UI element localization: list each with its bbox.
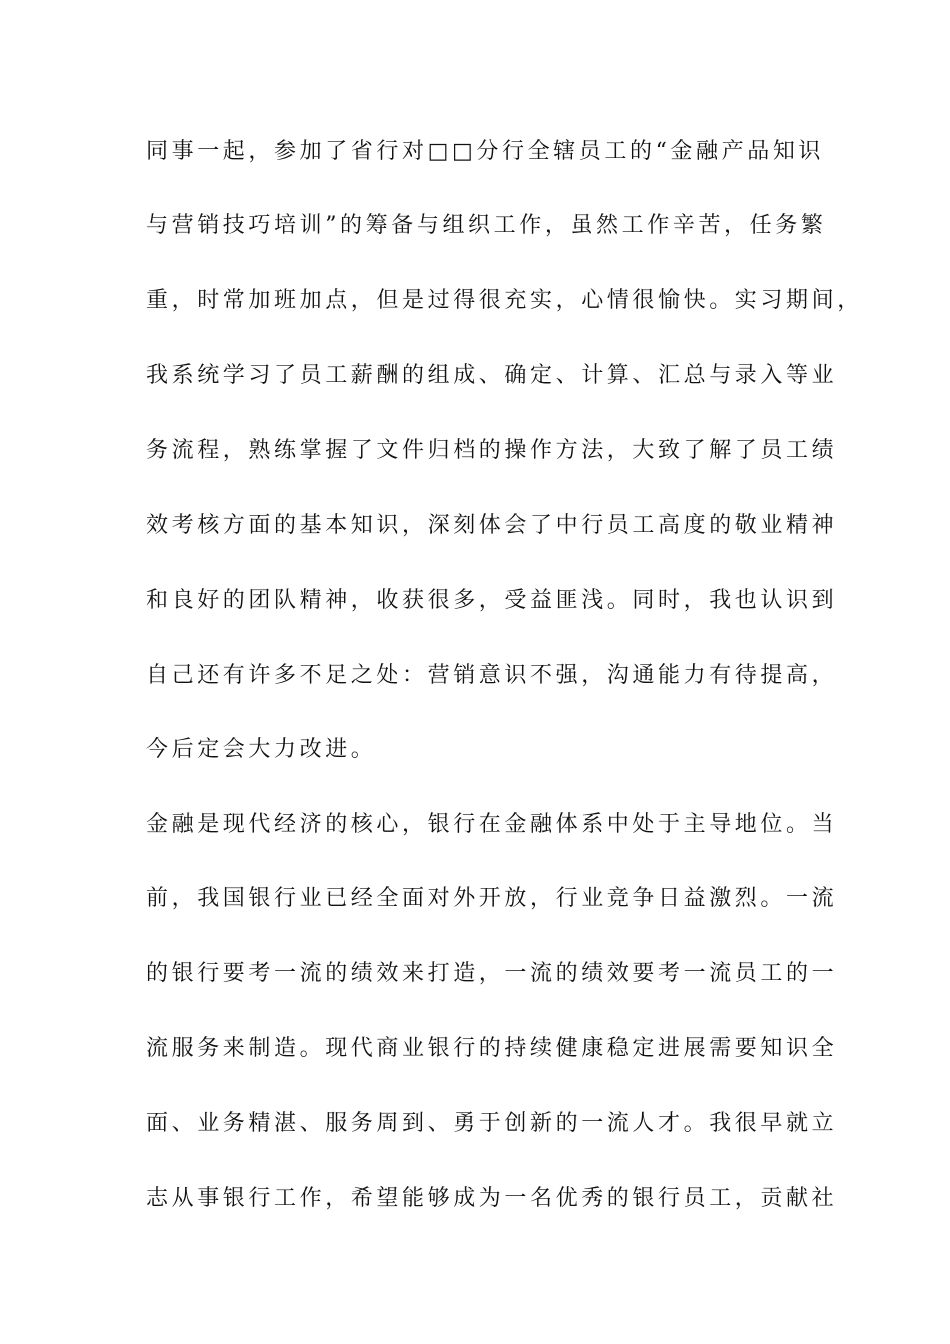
text-line: 务流程，熟练掌握了文件归档的操作方法，大致了解了员工绩 bbox=[146, 438, 838, 463]
text-line: 志从事银行工作，希望能够成为一名优秀的银行员工，贡献社 bbox=[146, 1186, 838, 1211]
text-line: 自己还有许多不足之处：营销意识不强，沟通能力有待提高， bbox=[146, 663, 838, 688]
text-line: 同事一起，参加了省行对□□分行全辖员工的“金融产品知识 bbox=[146, 139, 825, 164]
text-line: 金融是现代经济的核心，银行在金融体系中处于主导地位。当 bbox=[146, 812, 838, 837]
text-line: 面、业务精湛、服务周到、勇于创新的一流人才。我很早就立 bbox=[146, 1111, 838, 1136]
text-line: 流服务来制造。现代商业银行的持续健康稳定进展需要知识全 bbox=[146, 1036, 838, 1061]
text-line: 我系统学习了员工薪酬的组成、确定、计算、汇总与录入等业 bbox=[146, 363, 838, 388]
text-line: 重，时常加班加点，但是过得很充实，心情很愉快。实习期间， bbox=[146, 288, 863, 313]
text-line: 效考核方面的基本知识，深刻体会了中行员工高度的敬业精神 bbox=[146, 513, 838, 538]
text-line: 的银行要考一流的绩效来打造，一流的绩效要考一流员工的一 bbox=[146, 961, 838, 986]
text-line: 与营销技巧培训”的筹备与组织工作，虽然工作辛苦，任务繁 bbox=[146, 213, 827, 238]
text-line: 前，我国银行业已经全面对外开放，行业竞争日益激烈。一流 bbox=[146, 886, 838, 911]
text-line: 和良好的团队精神，收获很多，受益匪浅。同时，我也认识到 bbox=[146, 588, 838, 613]
text-line: 今后定会大力改进。 bbox=[146, 737, 377, 762]
